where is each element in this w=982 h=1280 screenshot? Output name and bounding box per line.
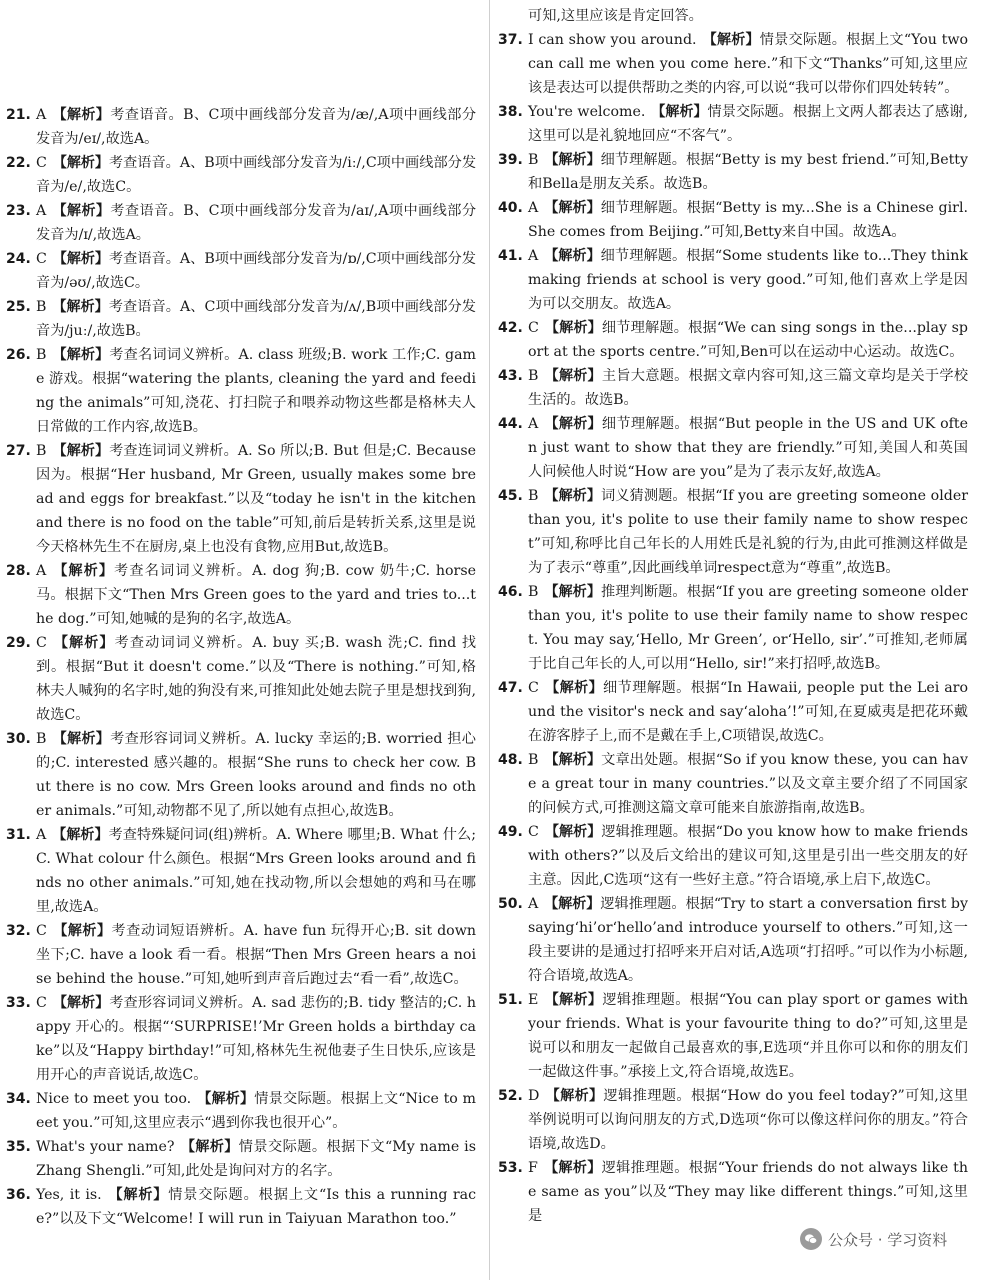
analysis-text: 考查形容词词义辨析。A. sad 悲伤的;B. tidy 整洁的;C. happy 开心的。根据“‘SURPRISE!’Mr Green holds a birthday cake”以及“Happy birthday!”可知,格林先生祝他妻子生日快乐,应该是用开心的声音说话,故选C。 bbox=[36, 995, 476, 1083]
question-number: 46. bbox=[498, 584, 523, 600]
answer-entry bbox=[498, 484, 968, 580]
answer-value: A bbox=[36, 203, 47, 219]
analysis-tag: 【解析】 bbox=[702, 32, 760, 48]
analysis-text: 逻辑推理题。根据“How do you feel today?”可知,这里举例说明可以询问朋友的方式,D选项“你可以像这样问你的朋友。”符合语境,故选D。 bbox=[528, 1088, 969, 1152]
analysis-tag: 【解析】 bbox=[651, 104, 708, 120]
question-number: 31. bbox=[6, 827, 31, 843]
answer-value: A bbox=[36, 827, 47, 843]
question-number: 50. bbox=[498, 896, 523, 912]
analysis-text: 考查语音。A、B项中画线部分发音为/iː/,C项中画线部分发音为/e/,故选C。 bbox=[36, 155, 477, 195]
answer-entry bbox=[6, 295, 476, 343]
analysis-tag: 【解析】 bbox=[544, 824, 602, 840]
question-number: 40. bbox=[498, 200, 523, 216]
analysis-text: 情景交际题。根据上文“Is this a running race?”以及下文“Welcome! I will run in Taiyuan Marathon too.” bbox=[36, 1187, 477, 1227]
analysis-text: 推理判断题。根据“If you are greeting someone older than you, it's polite to use their family name to show respect. You may say,‘Hello, Mr Green’, or‘Hello, sir’.”可推知,老师属于比自己年长的人,可以用“Hello, sir!”来打招呼,故选B。 bbox=[528, 584, 969, 672]
answer-entry bbox=[498, 748, 968, 820]
analysis-tag: 【解析】 bbox=[52, 155, 109, 171]
answer-entry bbox=[6, 439, 476, 559]
answer-value: C bbox=[36, 923, 47, 939]
analysis-text: 考查语音。B、C项中画线部分发音为/aɪ/,A项中画线部分发音为/ɪ/,故选A。 bbox=[36, 203, 477, 243]
analysis-text: 考查名词词义辨析。A. class 班级;B. work 工作;C. game 游戏。根据“watering the plants, cleaning the yard and feeding the animals”可知,浇花、打扫院子和喂养动物这些都是格林夫人日常做的工作内容,故选B。 bbox=[36, 347, 477, 435]
answer-entry bbox=[6, 559, 476, 631]
answer-entry bbox=[498, 988, 968, 1084]
answer-value: C bbox=[36, 251, 47, 267]
answer-value: D bbox=[528, 1088, 540, 1104]
analysis-tag: 【解析】 bbox=[545, 1088, 604, 1104]
wechat-icon bbox=[800, 1228, 822, 1250]
answer-value: B bbox=[528, 584, 539, 600]
question-number: 52. bbox=[498, 1088, 523, 1104]
answer-entry bbox=[498, 364, 968, 412]
answer-value: B bbox=[36, 731, 47, 747]
analysis-tag: 【解析】 bbox=[52, 443, 110, 459]
question-number: 39. bbox=[498, 152, 523, 168]
answer-value: A bbox=[528, 248, 539, 264]
answer-entry bbox=[6, 247, 476, 295]
answer-value: E bbox=[528, 992, 539, 1008]
answer-entry bbox=[6, 727, 476, 823]
analysis-tag: 【解析】 bbox=[180, 1139, 239, 1155]
answer-value: B bbox=[528, 488, 539, 504]
answer-entry bbox=[498, 148, 968, 196]
answer-entry bbox=[6, 199, 476, 247]
analysis-text: 细节理解题。根据“But people in the US and UK often just want to show that they are friendly.”可知,美国人和英国人问候他人时说“How are you”是为了表示友好,故选A。 bbox=[528, 416, 968, 480]
answer-value: F bbox=[528, 1160, 538, 1176]
watermark bbox=[800, 1222, 980, 1256]
analysis-text: 细节理解题。根据“We can sing songs in the...play sport at the sports centre.”可知,Ben可以在运动中心运动。故选C。 bbox=[528, 320, 969, 360]
left-column bbox=[6, 103, 476, 1231]
analysis-tag: 【解析】 bbox=[544, 752, 602, 768]
analysis-text: 考查动词词义辨析。A. buy 买;B. wash 洗;C. find 找到。根据“But it doesn't come.”以及“There is nothing.”可知,格林夫人喊狗的名字时,她的狗没有来,可推知此处她去院子里是想找到狗,故选C。 bbox=[36, 635, 477, 723]
analysis-text: 逻辑推理题。根据“Do you know how to make friends with others?”以及后文给出的建议可知,这里是引出一些交朋友的好主意。因此,C选项“这有一些好主意。”符合语境,承上启下,故选C。 bbox=[528, 824, 969, 888]
right-column bbox=[498, 4, 968, 1228]
question-number: 32. bbox=[6, 923, 31, 939]
answer-entry bbox=[6, 823, 476, 919]
answer-value: C bbox=[36, 995, 47, 1011]
answer-value: B bbox=[528, 752, 539, 768]
question-number: 45. bbox=[498, 488, 523, 504]
answer-value: A bbox=[528, 416, 539, 432]
analysis-text: 文章出处题。根据“So if you know these, you can have a great tour in many countries.”以及文章主要介绍了不同国家的问候方式,可推测这篇文章可能来自旅游指南,故选B。 bbox=[528, 752, 968, 816]
question-number: 51. bbox=[498, 992, 523, 1008]
answer-value: What's your name? bbox=[36, 1139, 175, 1155]
analysis-tag: 【解析】 bbox=[544, 320, 602, 336]
answer-entry bbox=[498, 316, 968, 364]
answer-entry bbox=[6, 1135, 476, 1183]
answer-entry bbox=[498, 1156, 968, 1228]
analysis-text: 考查特殊疑问词(组)辨析。A. Where 哪里;B. What 什么;C. What colour 什么颜色。根据“Mrs Green looks around and finds no other animals.”可知,她在找动物,所以会想她的鸡和马在哪里,故选A。 bbox=[36, 827, 477, 915]
question-number: 49. bbox=[498, 824, 523, 840]
answer-value: C bbox=[36, 635, 47, 651]
answer-value: A bbox=[528, 200, 539, 216]
analysis-text: 逻辑推理题。根据“You can play sport or games with your friends. What is your favourite thing to do?”可知,这里是说可以和朋友一起做自己最喜欢的事,E选项“并且你可以和你的朋友们一起做这件事。”承接上文,符合语境,故选E。 bbox=[528, 992, 968, 1080]
answer-value: C bbox=[36, 155, 47, 171]
analysis-tag: 【解析】 bbox=[544, 152, 601, 168]
answer-entry bbox=[498, 820, 968, 892]
analysis-tag: 【解析】 bbox=[52, 827, 109, 843]
analysis-tag: 【解析】 bbox=[544, 200, 601, 216]
analysis-text: 考查形容词词义辨析。A. lucky 幸运的;B. worried 担心的;C. interested 感兴趣的。根据“She runs to check her cow. But there is no cow. Mrs Green looks around and finds no other animals.”可知,动物都不见了,所以她有点担心,故选B。 bbox=[36, 731, 476, 819]
answer-entry bbox=[6, 919, 476, 991]
question-number: 42. bbox=[498, 320, 523, 336]
answer-value: B bbox=[528, 368, 539, 384]
analysis-text: 考查名词词义辨析。A. dog 狗;B. cow 奶牛;C. horse 马。根据下文“Then Mrs Green goes to the yard and tries to...the dog.”可知,她喊的是狗的名字,故选A。 bbox=[36, 563, 476, 627]
answer-value: Nice to meet you too. bbox=[36, 1091, 192, 1107]
analysis-tag: 【解析】 bbox=[544, 416, 602, 432]
answer-entry bbox=[6, 631, 476, 727]
answer-entry bbox=[6, 1087, 476, 1135]
analysis-tag: 【解析】 bbox=[544, 368, 602, 384]
analysis-tag: 【解析】 bbox=[52, 299, 109, 315]
answer-entry bbox=[498, 196, 968, 244]
answer-entry bbox=[498, 100, 968, 148]
analysis-tag: 【解析】 bbox=[544, 680, 604, 696]
question-number: 47. bbox=[498, 680, 523, 696]
answer-value: C bbox=[528, 824, 539, 840]
analysis-text: 词义猜测题。根据“If you are greeting someone older than you, it's polite to use their family name to show respect”可知,称呼比自己年长的人用姓氏是礼貌的行为,由此可推测这样做是为了表示“尊重”,因此画线单词respect意为“尊重”,故选B。 bbox=[528, 488, 969, 576]
answer-value: B bbox=[36, 299, 47, 315]
analysis-tag: 【解析】 bbox=[52, 251, 109, 267]
answer-entry bbox=[6, 103, 476, 151]
analysis-tag: 【解析】 bbox=[52, 563, 115, 579]
question-number: 23. bbox=[6, 203, 31, 219]
question-number: 53. bbox=[498, 1160, 523, 1176]
question-number: 43. bbox=[498, 368, 523, 384]
analysis-text: 逻辑推理题。根据“Try to start a conversation first by saying‘hi’or‘hello’and introduce yourself to others.”可知,这一段主要讲的是通过打招呼来开启对话,A选项“打招呼。”可以作为小标题,符合语境,故选A。 bbox=[528, 896, 969, 984]
analysis-tag: 【解析】 bbox=[52, 923, 112, 939]
analysis-tag: 【解析】 bbox=[543, 1160, 602, 1176]
question-number: 35. bbox=[6, 1139, 31, 1155]
question-number: 27. bbox=[6, 443, 31, 459]
answer-entry bbox=[6, 151, 476, 199]
answer-entry bbox=[6, 1183, 476, 1231]
question-number: 29. bbox=[6, 635, 31, 651]
answer-value: B bbox=[36, 347, 47, 363]
question-number: 24. bbox=[6, 251, 31, 267]
answer-value: C bbox=[528, 680, 539, 696]
analysis-text: 考查语音。A、B项中画线部分发音为/ɒ/,C项中画线部分发音为/əʊ/,故选C。 bbox=[36, 251, 476, 291]
analysis-text: 细节理解题。根据“Some students like to...They think making friends at school is very good.”可知,他们喜欢上学是因为可以交朋友。故选A。 bbox=[528, 248, 968, 312]
answer-value: C bbox=[528, 320, 539, 336]
answer-entry bbox=[6, 991, 476, 1087]
answer-entry bbox=[498, 676, 968, 748]
continued-text: 可知,这里应该是肯定回答。 bbox=[528, 8, 703, 24]
question-number: 34. bbox=[6, 1091, 31, 1107]
analysis-text: 主旨大意题。根据文章内容可知,这三篇文章均是关于学校生活的。故选B。 bbox=[528, 368, 969, 408]
analysis-tag: 【解析】 bbox=[52, 635, 115, 651]
analysis-text: 逻辑推理题。根据“Your friends do not always like the same as you”以及“They may like different things.”可知,这里是 bbox=[528, 1160, 968, 1224]
analysis-tag: 【解析】 bbox=[52, 731, 111, 747]
analysis-text: 情景交际题。根据上文“You two can call me when you come here.”和下文“Thanks”可知,这里应该是表达可以提供帮助之类的内容,可以说“我可以带你们四处转转”。 bbox=[528, 32, 969, 96]
answer-entry bbox=[498, 244, 968, 316]
question-number: 37. bbox=[498, 32, 523, 48]
question-number: 36. bbox=[6, 1187, 31, 1203]
analysis-tag: 【解析】 bbox=[544, 248, 601, 264]
analysis-text: 考查语音。A、C项中画线部分发音为/ʌ/,B项中画线部分发音为/juː/,故选B。 bbox=[36, 299, 476, 339]
answer-value: B bbox=[36, 443, 47, 459]
answer-value: A bbox=[528, 896, 539, 912]
analysis-text: 情景交际题。根据下文“My name is Zhang Shengli.”可知,此处是询问对方的名字。 bbox=[36, 1139, 476, 1179]
analysis-tag: 【解析】 bbox=[544, 584, 601, 600]
question-number: 21. bbox=[6, 107, 31, 123]
analysis-tag: 【解析】 bbox=[52, 995, 110, 1011]
analysis-text: 情景交际题。根据上文“Nice to meet you.”可知,这里应表示“遇到你我也很开心”。 bbox=[36, 1091, 476, 1131]
analysis-tag: 【解析】 bbox=[197, 1091, 255, 1107]
answer-value: B bbox=[528, 152, 539, 168]
question-number: 28. bbox=[6, 563, 31, 579]
analysis-text: 细节理解题。根据“In Hawaii, people put the Lei around the visitor's neck and say‘aloha’!”可知,在夏威夷是把花环戴在游客脖子上,而不是戴在手上,C项错误,故选C。 bbox=[528, 680, 968, 744]
answer-value: I can show you around. bbox=[528, 32, 697, 48]
answer-entry bbox=[498, 412, 968, 484]
question-number: 41. bbox=[498, 248, 523, 264]
question-number: 44. bbox=[498, 416, 523, 432]
analysis-tag: 【解析】 bbox=[107, 1187, 169, 1203]
analysis-tag: 【解析】 bbox=[52, 203, 111, 219]
analysis-text: 考查连词词义辨析。A. So 所以;B. But 但是;C. Because 因为。根据“Her husband, Mr Green, usually makes some bread and eggs for breakfast.”以及“today he isn't in the kitchen and there is no food on the table”可知,前后是转折关系,这里是说今天格林先生不在厨房,桌上也没有食物,应用But,故选B。 bbox=[36, 443, 477, 555]
answer-value: Yes, it is. bbox=[36, 1187, 102, 1203]
question-number: 38. bbox=[498, 104, 523, 120]
analysis-text: 考查动词短语辨析。A. have fun 玩得开心;B. sit down 坐下;C. have a look 看一看。根据“Then Mrs Green hears a noise behind the house.”可知,她听到声音后跑过去“看一看”,故选C。 bbox=[36, 923, 477, 987]
watermark-text: 公众号 · 学习资料 bbox=[828, 1230, 948, 1249]
analysis-text: 考查语音。B、C项中画线部分发音为/æ/,A项中画线部分发音为/eɪ/,故选A。 bbox=[36, 107, 477, 147]
answer-value: A bbox=[36, 563, 47, 579]
question-number: 33. bbox=[6, 995, 31, 1011]
answer-entry bbox=[498, 1084, 968, 1156]
analysis-tag: 【解析】 bbox=[544, 896, 601, 912]
question-number: 22. bbox=[6, 155, 31, 171]
column-divider bbox=[489, 0, 490, 1280]
analysis-tag: 【解析】 bbox=[52, 347, 110, 363]
question-number: 25. bbox=[6, 299, 31, 315]
analysis-tag: 【解析】 bbox=[544, 488, 601, 504]
question-number: 48. bbox=[498, 752, 523, 768]
analysis-text: 情景交际题。根据上文两人都表达了感谢,这里可以是礼貌地回应“不客气”。 bbox=[528, 104, 969, 144]
answer-entry bbox=[498, 28, 968, 100]
analysis-tag: 【解析】 bbox=[544, 992, 603, 1008]
answer-entry bbox=[498, 580, 968, 676]
answer-value: You're welcome. bbox=[528, 104, 646, 120]
answer-entry bbox=[498, 892, 968, 988]
question-number: 30. bbox=[6, 731, 31, 747]
question-number: 26. bbox=[6, 347, 31, 363]
answer-entry bbox=[6, 343, 476, 439]
analysis-text: 细节理解题。根据“Betty is my best friend.”可知,Betty和Bella是朋友关系。故选B。 bbox=[528, 152, 969, 192]
analysis-tag: 【解析】 bbox=[52, 107, 111, 123]
answer-value: A bbox=[36, 107, 47, 123]
analysis-text: 细节理解题。根据“Betty is my...She is a Chinese girl. She comes from Beijing.”可知,Betty来自中国。故选A。 bbox=[528, 200, 969, 240]
